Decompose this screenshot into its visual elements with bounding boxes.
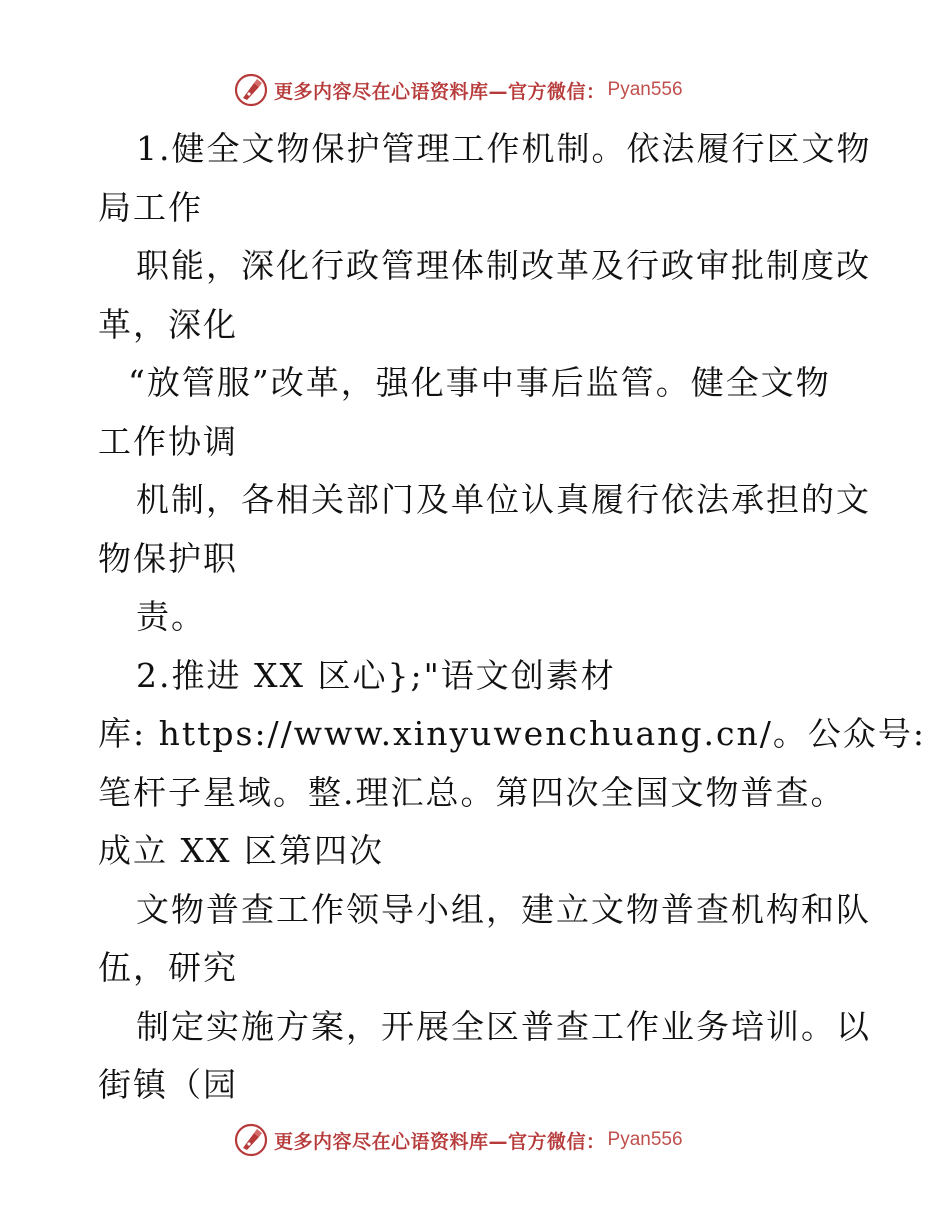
pen-nib-logo-icon [234,1123,268,1157]
text-line: 成立 XX 区第四次 [98,831,384,870]
document-body [98,120,926,1115]
watermark-wechat-id: Pyan556 [607,1129,683,1150]
text-line: “放管服”改革，强化事中事后监管。健全文物 [128,363,831,402]
text-line: 街镇（园 [98,1065,238,1104]
text-line: 制定实施方案，开展全区普查工作业务培训。以 [136,1006,871,1046]
text-line: 库: https://www.xinyuwenchuang.cn/。公众号: [98,714,926,753]
text-line: 机制，各相关部门及单位认真履行依法承担的文 [136,480,871,519]
text-line: 局工作 [98,187,203,227]
text-line: 革，深化 [98,304,238,344]
header-watermark [234,70,683,110]
text-line: 物保护职 [98,538,238,578]
footer-watermark [234,1120,683,1160]
pen-nib-logo-icon [234,73,268,107]
text-line: 笔杆子星域。整.理汇总。第四次全国文物普查。 [98,772,846,812]
watermark-text: 更多内容尽在心语资料库—官方微信： [274,1130,606,1153]
watermark-text: 更多内容尽在心语资料库—官方微信： [274,80,606,103]
text-line: 2.推进 XX 区心};"语文创素材 [136,655,616,695]
text-line: 文物普查工作领导小组，建立文物普查机构和队 [136,889,871,929]
watermark-wechat-id: Pyan556 [607,79,683,100]
text-line: 1.健全文物保护管理工作机制。依法履行区文物 [136,129,872,168]
text-line: 工作协调 [98,421,238,461]
text-line: 伍，研究 [98,948,238,987]
text-line: 责。 [136,597,206,636]
text-line: 职能，深化行政管理体制改革及行政审批制度改 [136,246,871,285]
